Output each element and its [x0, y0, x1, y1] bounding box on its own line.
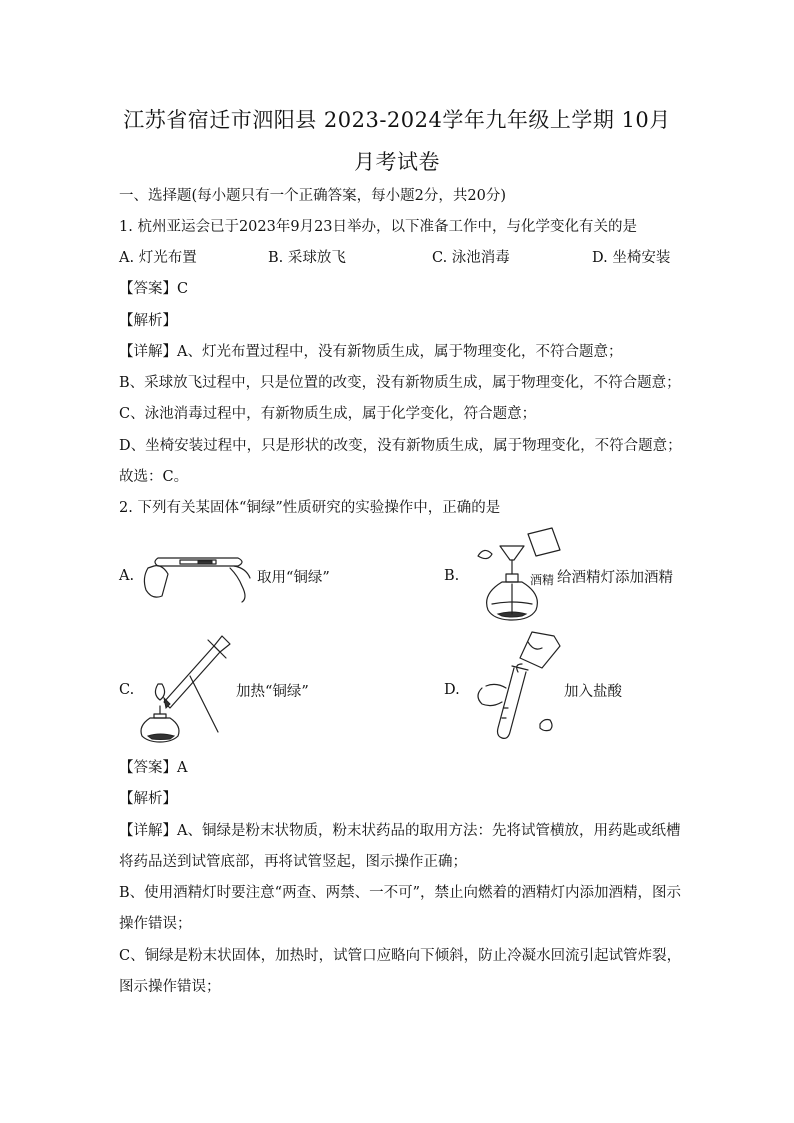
q1-option-a: A. 灯光布置 — [119, 250, 197, 266]
q2-analysis-label: 【解析】 — [119, 791, 177, 807]
q1-answer: 【答案】C — [119, 281, 189, 297]
q1-option-b: B. 采球放飞 — [268, 250, 346, 266]
fig-b-caption: 给酒精灯添加酒精 — [557, 570, 673, 586]
q1-detail-line: 【详解】A、灯光布置过程中，没有新物质生成，属于物理变化，不符合题意； — [119, 344, 623, 360]
fig-b-letter: B. — [444, 568, 460, 584]
page-title: 江苏省宿迁市泗阳县 2023-2024学年九年级上学期 10月 — [123, 108, 671, 132]
fig-c-caption: 加热“铜绿” — [236, 684, 309, 700]
fig-b-inner-label: 酒精 — [530, 573, 555, 587]
question-2-stem: 2. 下列有关某固体“铜绿”性质研究的实验操作中，正确的是 — [119, 500, 501, 516]
alcohol-lamp-funnel-illustration — [462, 528, 572, 623]
fig-d-letter: D. — [444, 682, 460, 698]
fig-a-letter: A. — [119, 568, 135, 584]
adding-acid-illustration — [462, 628, 572, 743]
page-subtitle: 月考试卷 — [354, 150, 440, 174]
q1-detail-line: 故选：C。 — [119, 469, 189, 485]
test-tube-powder-illustration — [138, 538, 258, 608]
q2-detail-line: 操作错误； — [119, 916, 192, 932]
question-1-stem: 1. 杭州亚运会已于2023年9月23日举办，以下准备工作中，与化学变化有关的是 — [119, 219, 638, 235]
q2-detail-line: B、使用酒精灯时要注意“两查、两禁、一不可”，禁止向燃着的酒精灯内添加酒精，图示 — [119, 885, 681, 901]
heating-test-tube-illustration — [138, 632, 238, 742]
q1-detail-line: B、采球放飞过程中，只是位置的改变，没有新物质生成，属于物理变化，不符合题意； — [119, 375, 681, 391]
fig-c-letter: C. — [119, 682, 135, 698]
q2-detail-line: 图示操作错误； — [119, 979, 221, 995]
q1-option-d: D. 坐椅安装 — [592, 250, 671, 266]
fig-d-caption: 加入盐酸 — [564, 684, 622, 700]
q1-detail-line: D、坐椅安装过程中，只是形状的改变，没有新物质生成，属于物理变化，不符合题意； — [119, 438, 682, 454]
q2-detail-line: C、铜绿是粉末状固体，加热时，试管口应略向下倾斜，防止冷凝水回流引起试管炸裂， — [119, 948, 682, 964]
q2-detail-line: 【详解】A、铜绿是粉末状物质，粉末状药品的取用方法：先将试管横放，用药匙或纸槽 — [119, 823, 681, 839]
q1-option-c: C. 泳池消毒 — [432, 250, 510, 266]
q1-detail-line: C、泳池消毒过程中，有新物质生成，属于化学变化，符合题意； — [119, 406, 537, 422]
section-heading: 一、选择题(每小题只有一个正确答案，每小题2分，共20分) — [119, 188, 506, 204]
q2-answer: 【答案】A — [119, 760, 188, 776]
q1-analysis-label: 【解析】 — [119, 313, 177, 329]
q2-detail-line: 将药品送到试管底部，再将试管竖起，图示操作正确； — [119, 854, 467, 870]
fig-a-caption: 取用“铜绿” — [257, 570, 330, 586]
